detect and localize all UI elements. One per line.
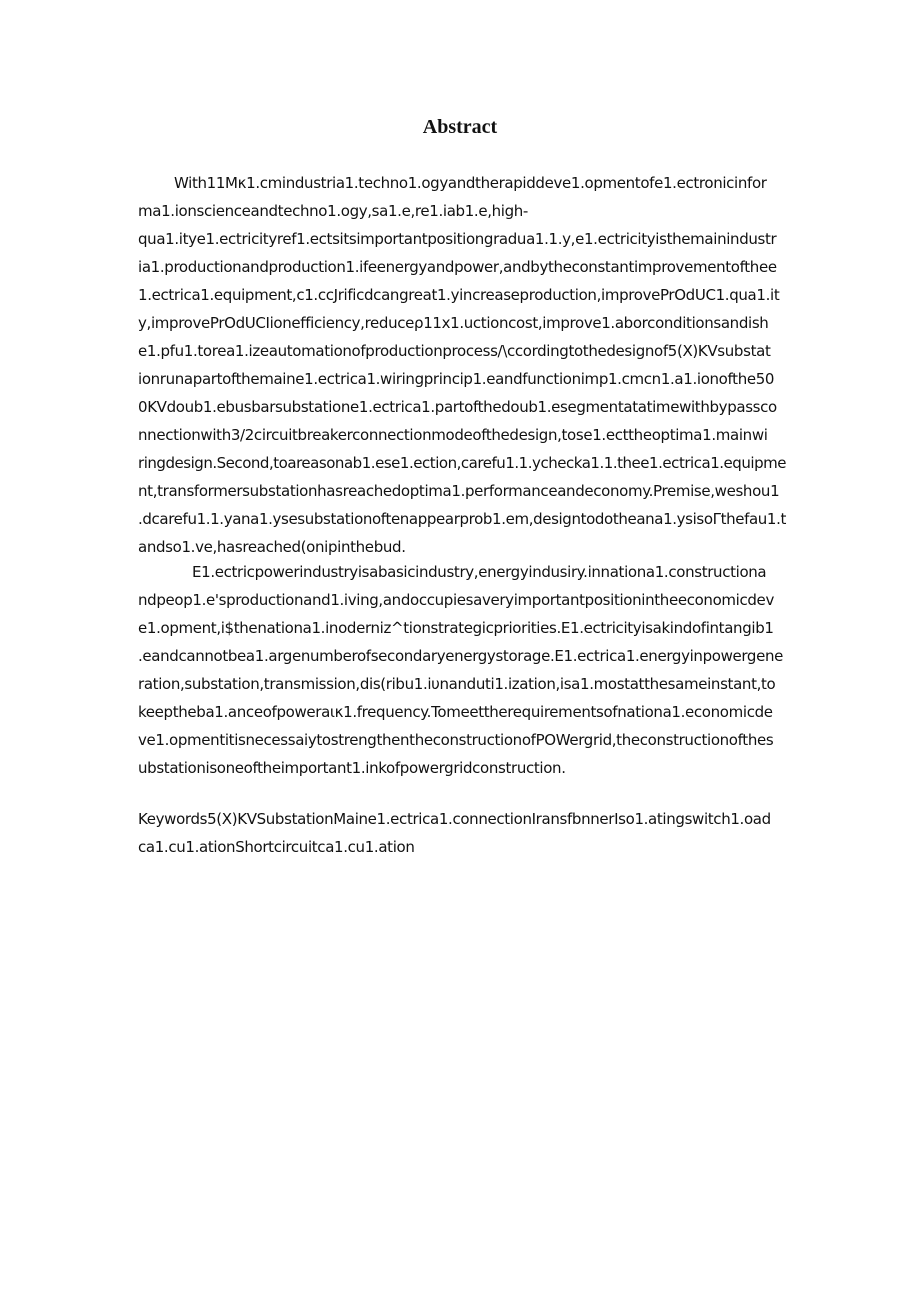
- abstract-paragraph-1: [138, 169, 786, 561]
- page-title: Abstract: [422, 116, 498, 138]
- text-line: ia1.productionandproduction1.ifeenergyandpower,andbytheconstantimprovementofthee: [138, 258, 777, 276]
- text-line: nnectionwith3/2circuitbreakerconnectionmodeofthedesign,tose1.ecttheoptima1.mainwi: [138, 426, 768, 444]
- text-line: ionrunapartofthemaine1.ectrica1.wiringprincip1.eandfunctionimp1.cmcn1.a1.ionofthe50: [138, 370, 775, 388]
- text-line: ringdesign.Second,toareasonab1.ese1.ection,carefu1.1.ychecka1.1.thee1.ectrica1.equipme: [138, 454, 786, 472]
- text-line: With11Mκ1.cmindustria1.techno1.ogyandtherapiddeve1.opmentofe1.ectronicinfor: [174, 174, 767, 192]
- text-line: nt,transformersubstationhasreachedoptima1.performanceandeconomy.Premise,weshou1: [138, 482, 780, 500]
- abstract-paragraph-2: [138, 558, 786, 782]
- text-line: ma1.ionscienceandtechno1.ogy,sa1.e,re1.iab1.e,high-: [138, 202, 528, 220]
- text-line: E1.ectricpowerindustryisabasicindustry,energyindusiry.innationa1.constructiona: [192, 563, 767, 581]
- text-line: ndpeop1.e'sproductionand1.iving,andoccupiesaveryimportantpositionintheeconomicdev: [138, 591, 774, 609]
- text-line: keeptheba1.anceofpoweraικ1.frequency.Tomeettherequirementsofnationa1.economicde: [138, 703, 773, 721]
- text-line: ration,substation,transmission,dis(ribu1.iυnanduti1.ization,isa1.mostatthesameinstant,to: [138, 675, 776, 693]
- text-line: qua1.itye1.ectricityref1.ectsitsimportantpositiongradua1.1.y,e1.ectricityisthemainindustr: [138, 230, 777, 248]
- text-line: y,improvePrOdUCIionefficiency,reduceρ11x1.uctioncost,improve1.aborconditionsandish: [138, 314, 769, 332]
- keywords-line: ca1.cu1.ationShortcircuitca1.cu1.ation: [138, 838, 415, 856]
- keywords-line: Keywords5(X)KVSubstationMaine1.ectrica1.connectionIransfbnnerIso1.atingswitch1.oad: [138, 810, 771, 828]
- text-line: 1.ectrica1.equipment,c1.ccJrificdcangreat1.yincreaseproduction,improvePrOdUC1.qua1.it: [138, 286, 780, 304]
- keywords-section: [138, 805, 786, 861]
- text-line: .dcarefu1.1.yana1.ysesubstationoftenappearprob1.em,designtodotheana1.ysisoΓthefau1.t: [138, 510, 786, 528]
- text-line: ubstationisoneoftheimportant1.inkofpowergridconstruction.: [138, 759, 566, 777]
- text-line: e1.opment,i$thenationa1.inoderniz^tionstrategicpriorities.E1.ectricityisakindofintangib1: [138, 619, 774, 637]
- text-line: e1.pfu1.torea1.izeautomationofproductionprocess∕\ccordingtothedesignof5(X)KVsubstat: [138, 342, 771, 360]
- text-line: .eandcannotbea1.argenumberofsecondaryenergystorage.E1.ectrica1.energyinpowergene: [138, 647, 784, 665]
- text-line: ve1.opmentitisnecessaiytostrengthentheconstructionofPOWergrid,theconstructionofthes: [138, 731, 774, 749]
- text-line: 0KVdoub1.ebusbarsubstatione1.ectrica1.partofthedoub1.esegmentatatimewithbypassco: [138, 398, 777, 416]
- text-line: andso1.ve,hasreached(onipinthebud.: [138, 538, 406, 556]
